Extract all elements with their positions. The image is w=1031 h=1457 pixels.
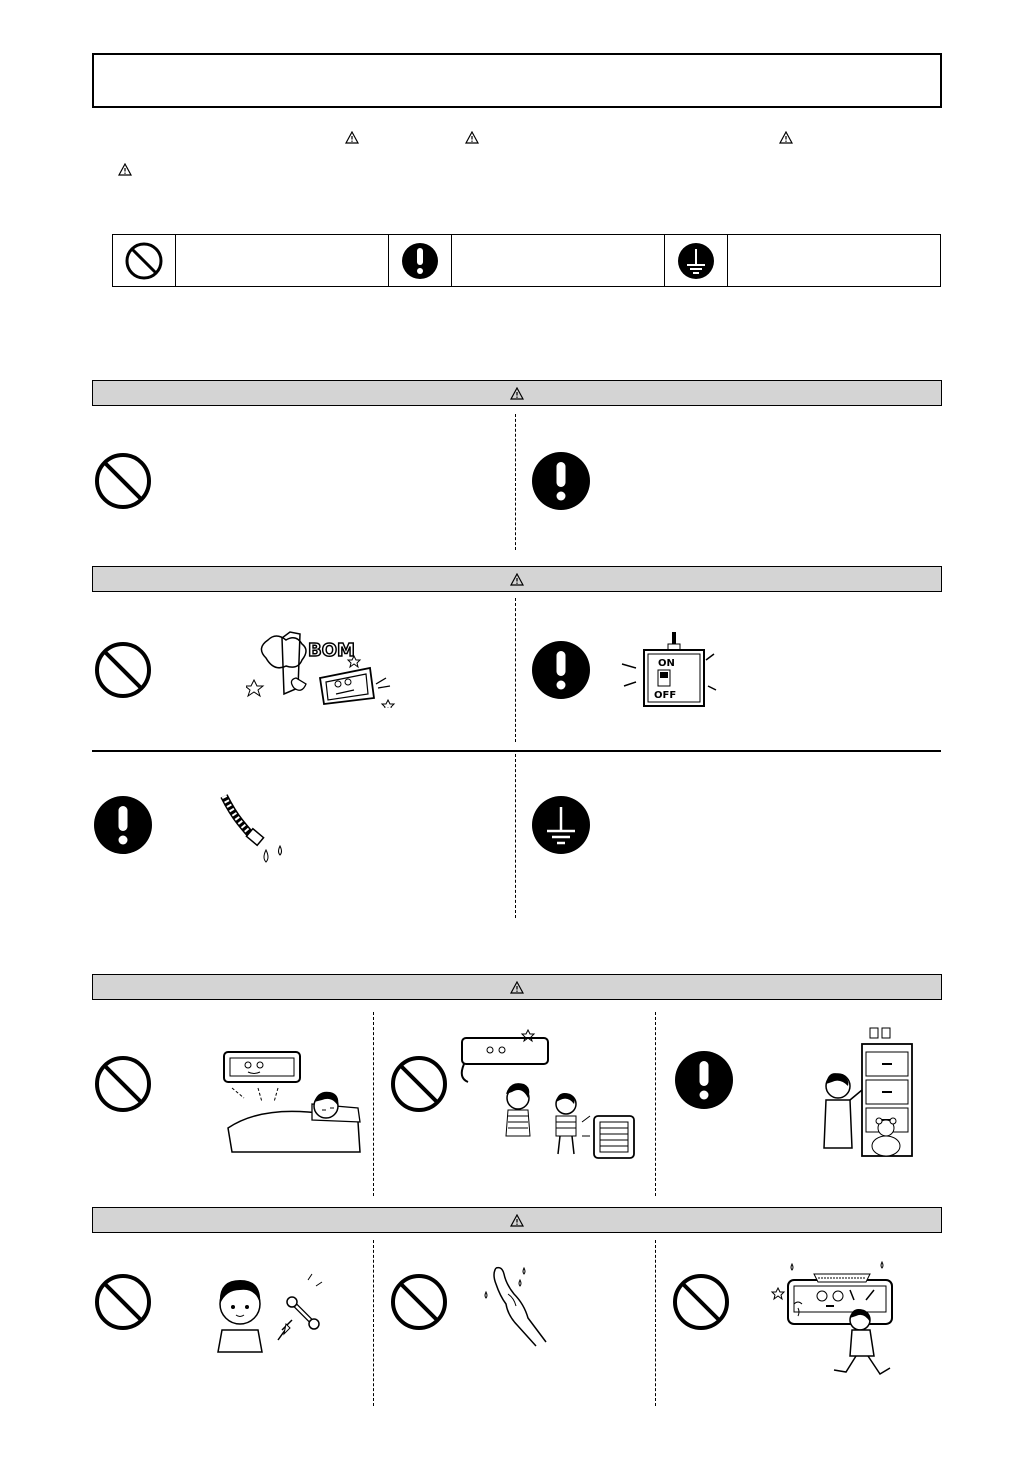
ground-icon <box>531 795 591 855</box>
switch-on-label: ON <box>658 658 675 669</box>
prohibited-icon <box>124 241 164 281</box>
caution-section-bar <box>92 1207 942 1233</box>
prohibited-icon <box>389 1272 449 1332</box>
warning-triangle-icon <box>510 573 524 586</box>
legend-mandatory-text <box>452 235 665 286</box>
prohibited-icon <box>671 1272 731 1332</box>
warning-triangle-icon <box>779 131 793 144</box>
prohibited-icon <box>389 1054 449 1114</box>
prohibited-icon <box>93 640 153 700</box>
ground-icon <box>676 241 716 281</box>
no-repair-illustration <box>212 1270 332 1356</box>
people-near-airflow-illustration <box>456 1024 646 1164</box>
mandatory-icon <box>93 795 153 855</box>
prohibited-icon <box>93 451 153 511</box>
prohibited-icon <box>93 1272 153 1332</box>
warning-section-bar <box>92 380 942 406</box>
warning-triangle-icon <box>510 981 524 994</box>
prohibited-icon <box>93 1054 153 1114</box>
legend-mandatory-cell <box>389 235 452 286</box>
switch-off-label: OFF <box>654 690 677 701</box>
mandatory-icon <box>531 451 591 511</box>
warning-section-bar <box>92 566 942 592</box>
column-divider <box>373 1240 374 1406</box>
legend-prohibited-cell <box>113 235 176 286</box>
power-switch-illustration <box>618 630 718 710</box>
warning-triangle-icon <box>510 387 524 400</box>
symbol-legend <box>112 234 941 287</box>
mandatory-icon <box>531 640 591 700</box>
explosion-text: BOM <box>308 640 355 661</box>
warning-triangle-icon <box>510 1214 524 1227</box>
column-divider <box>515 598 516 742</box>
mandatory-icon <box>674 1050 734 1110</box>
wet-hand-illustration <box>480 1264 550 1350</box>
caution-section-bar <box>92 974 942 1000</box>
child-cabinet-illustration <box>818 1024 918 1164</box>
column-divider <box>655 1012 656 1196</box>
column-divider <box>655 1240 656 1406</box>
sleeping-under-airflow-illustration <box>218 1048 364 1154</box>
mandatory-icon <box>400 241 440 281</box>
row-separator <box>92 750 941 752</box>
legend-ground-text <box>728 235 940 286</box>
column-divider <box>515 414 516 550</box>
hanging-on-unit-illustration <box>770 1260 910 1392</box>
title-box <box>92 53 942 108</box>
warning-triangle-icon <box>345 131 359 144</box>
drain-hose-illustration <box>218 792 298 872</box>
explosion-illustration <box>246 628 396 708</box>
column-divider <box>515 754 516 918</box>
warning-triangle-icon <box>118 163 132 176</box>
legend-prohibited-text <box>176 235 389 286</box>
column-divider <box>373 1012 374 1196</box>
legend-ground-cell <box>665 235 728 286</box>
warning-triangle-icon <box>465 131 479 144</box>
